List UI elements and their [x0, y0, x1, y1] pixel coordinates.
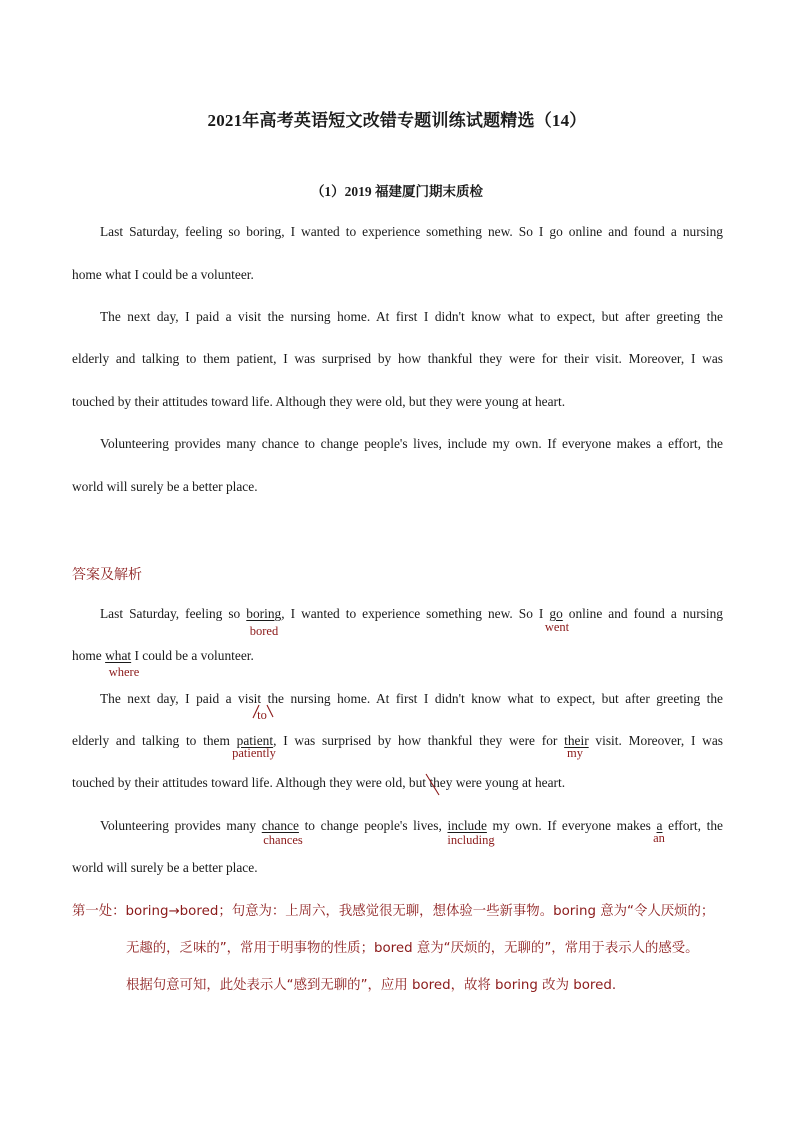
explanation-line3: 根据句意可知，此处表示人“感到无聊的”，应用 bored，故将 boring 改为 bored. — [126, 978, 617, 993]
text-span: Volunteering provides many — [100, 818, 262, 833]
document-subtitle: （1）2019 福建厦门期末质检 — [310, 184, 484, 199]
deletion-slash-mark — [424, 772, 442, 798]
answer-p2-line1: The next day, I paid a visit the nursing home. At first I didn't know what to expect, but after greeting the — [100, 691, 723, 706]
error-word-what: what — [105, 648, 132, 663]
error-word-patient: patient — [236, 733, 274, 748]
correction-went: went — [544, 620, 570, 634]
error-word-their: their — [564, 733, 589, 748]
explanation-line2: 无趣的，乏味的”，常用于明事物的性质；bored 意为“厌烦的，无聊的”，常用于表示人的感受。 — [126, 941, 699, 956]
error-word-include: include — [447, 818, 487, 833]
correction-patiently: patiently — [232, 746, 276, 760]
error-word-go: go — [549, 606, 563, 621]
correction-chances: chances — [263, 833, 303, 847]
correction-including: including — [447, 833, 495, 847]
correction-to: to — [257, 708, 267, 722]
question-p2-line3: touched by their attitudes toward life. Although they were old, but they were young at heart. — [72, 394, 566, 409]
error-word-a: a — [656, 818, 663, 833]
question-p3-line2: world will surely be a better place. — [72, 479, 258, 494]
question-p3-line1: Volunteering provides many chance to change people's lives, include my own. If everyone makes a effort, the — [100, 436, 723, 451]
error-word-chance: chance — [261, 818, 299, 833]
text-span: online and found a nursing — [562, 606, 723, 621]
text-span: visit. Moreover, I was — [588, 733, 723, 748]
answer-p1-line2 — [72, 648, 723, 664]
text-span: elderly and talking to them — [72, 733, 237, 748]
text-span: Last Saturday, feeling so — [100, 606, 247, 621]
question-p1-line2: home what I could be a volunteer. — [72, 267, 254, 282]
text-span: to change people's lives, — [298, 818, 448, 833]
question-p2-line1: The next day, I paid a visit the nursing home. At first I didn't know what to expect, but after greeting the — [100, 309, 723, 324]
text-span: I could be a volunteer. — [131, 648, 254, 663]
answer-p1-line1 — [72, 606, 723, 622]
question-p1-line1: Last Saturday, feeling so boring, I wanted to experience something new. So I go online and found a nursing — [100, 224, 723, 239]
correction-bored: bored — [249, 624, 279, 638]
text-span: home — [72, 648, 106, 663]
answer-p2-line3: touched by their attitudes toward life. Although they were old, but they were young at heart. — [72, 775, 566, 790]
correction-my: my — [567, 746, 583, 760]
document-title: 2021年高考英语短文改错专题训练试题精选（14） — [207, 111, 587, 130]
text-span: , I was surprised by how thankful they were for — [273, 733, 565, 748]
answer-p2-line2 — [72, 733, 723, 749]
answer-heading: 答案及解析 — [72, 568, 142, 583]
correction-where: where — [108, 665, 140, 679]
correction-an: an — [653, 831, 665, 845]
answer-p3-line1 — [72, 818, 723, 834]
text-span: effort, the — [662, 818, 723, 833]
text-span: , I wanted to experience something new. So I — [281, 606, 550, 621]
error-word-boring: boring — [246, 606, 282, 621]
text-span: my own. If everyone makes — [486, 818, 657, 833]
question-p2-line2: elderly and talking to them patient, I was surprised by how thankful they were for their visit. Moreover, I was — [72, 351, 723, 366]
explanation-line1: 第一处：boring→bored；句意为：上周六，我感觉很无聊，想体验一些新事物。boring 意为“令人厌烦的； — [72, 904, 715, 919]
answer-p3-line2: world will surely be a better place. — [72, 860, 258, 875]
